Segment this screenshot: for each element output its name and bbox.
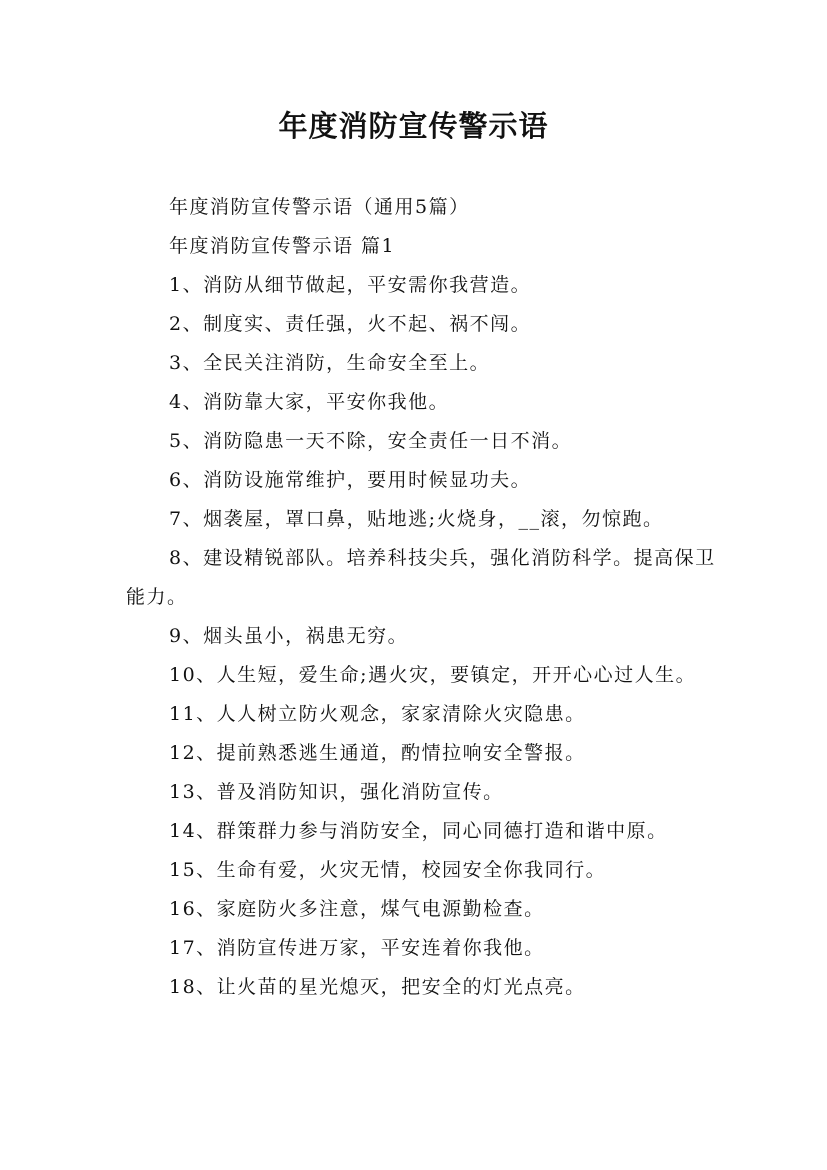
slogan-item: 16、家庭防火多注意，煤气电源勤检查。 [169,898,545,920]
slogan-item: 4、消防靠大家，平安你我他。 [169,391,450,413]
slogan-item: 10、人生短，爱生命;遇火灾，要镇定，开开心心过人生。 [169,664,697,686]
paragraph-section-heading: 年度消防宣传警示语 篇1 [169,235,396,257]
slogan-item: 8、建设精锐部队。培养科技尖兵，强化消防科学。提高保卫能力。 [126,547,716,608]
slogan-item: 3、全民关注消防，生命安全至上。 [169,352,491,374]
slogan-item: 15、生命有爱，火灾无情，校园安全你我同行。 [169,859,607,881]
slogan-item: 1、消防从细节做起，平安需你我营造。 [169,274,532,296]
paragraph-subtitle: 年度消防宣传警示语（通用5篇） [169,196,470,218]
slogan-item: 2、制度实、责任强，火不起、祸不闯。 [169,313,532,335]
slogan-item: 14、群策群力参与消防安全，同心同德打造和谐中原。 [169,820,668,842]
slogan-item: 9、烟头虽小，祸患无穷。 [169,625,409,647]
slogan-item: 13、普及消防知识，强化消防宣传。 [169,781,504,803]
slogan-item: 6、消防设施常维护，要用时候显功夫。 [169,469,532,491]
slogan-item: 17、消防宣传进万家，平安连着你我他。 [169,937,545,959]
slogan-item: 12、提前熟悉逃生通道，酌情拉响安全警报。 [169,742,586,764]
document-body [126,188,716,1007]
slogan-item: 5、消防隐患一天不除，安全责任一日不消。 [169,430,573,452]
page-title: 年度消防宣传警示语 [278,109,549,143]
slogan-item: 11、人人树立防火观念，家家清除火灾隐患。 [169,703,586,725]
slogan-item: 18、让火苗的星光熄灭，把安全的灯光点亮。 [169,976,586,998]
slogan-item: 7、烟袭屋，罩口鼻，贴地逃;火烧身，__滚，勿惊跑。 [169,508,664,530]
